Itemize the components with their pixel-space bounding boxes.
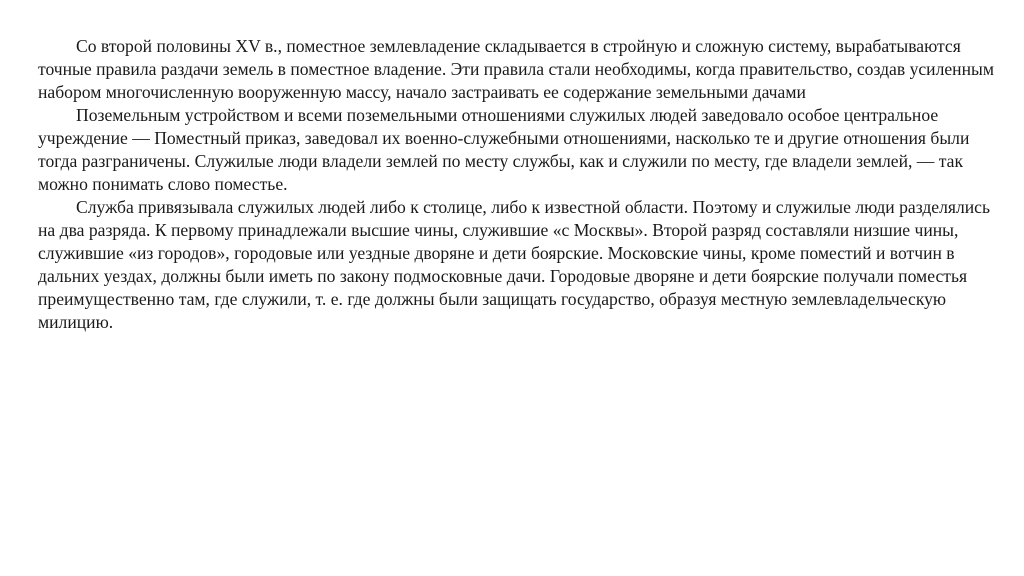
paragraph-3: Служба привязывала служилых людей либо к столице, либо к известной области. Поэтому и служилые люди разделялись на два разряда. К первому принадлежали высшие чины, служившие «с Москвы». Второй разряд составляли низшие чины, служившие «из городов», городовые или уездные дворяне и дети боярские. Московские чины, кроме поместий и вотчин в дальних уездах, должны были иметь по закону подмосковные дачи. Городовые дворяне и дети боярские получали поместья преимущественно там, где служили, т. е. где должны были защищать государство, образуя местную землевладельческую милицию. (38, 197, 991, 332)
paragraph-1: Со второй половины XV в., поместное землевладение складывается в стройную и сложную систему, вырабатываются точные правила раздачи земель в поместное владение. Эти правила стали необходимы, когда правительство, создав усиленным набором многочисленную вооруженную массу, начало застраивать ее содержание земельными дачами (38, 36, 994, 102)
paragraph-2: Поземельным устройством и всеми поземельными отношениями служилых людей заведовало особое центральное учреждение — Поместный приказ, заведовал их военно-служебными отношениями, насколько те и другие отношения были тогда разграничены. Служилые люди владели землей по месту службы, как и служили по месту, где владели землей, — так можно понимать слово поместье. (38, 105, 970, 194)
text-block (38, 35, 998, 334)
